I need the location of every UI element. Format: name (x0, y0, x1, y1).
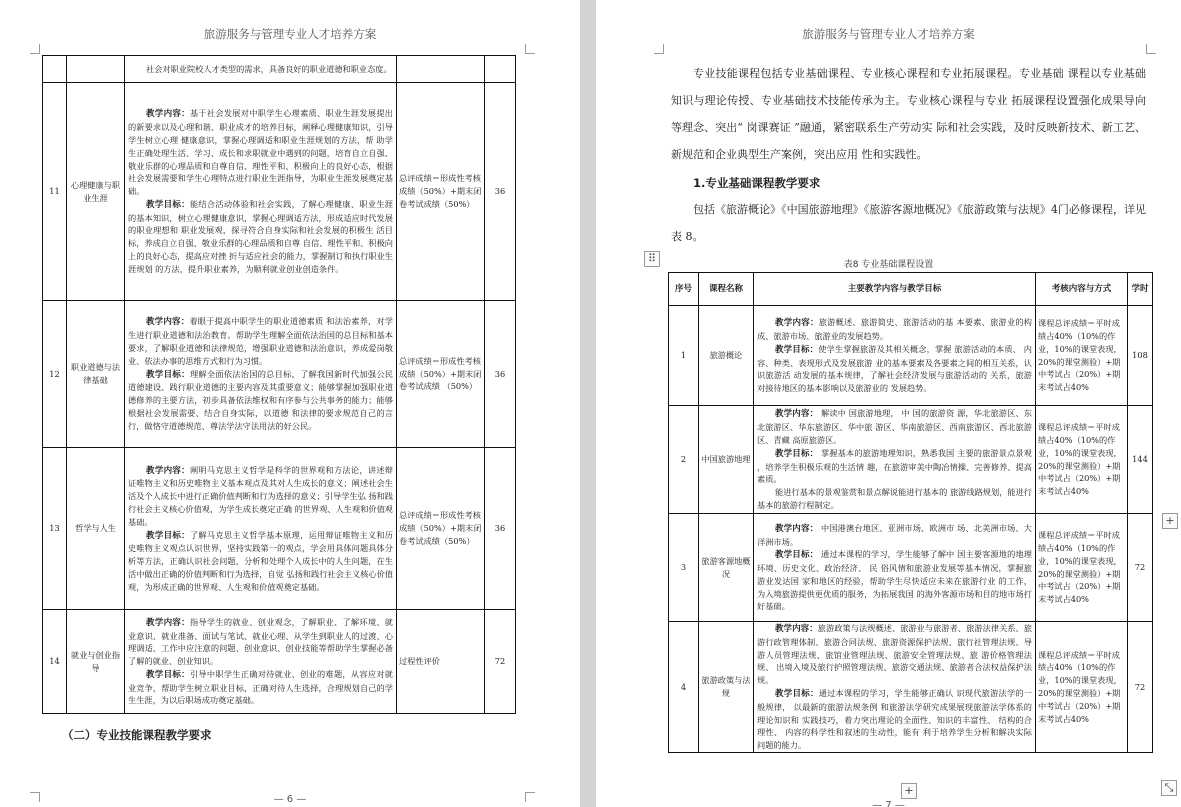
course-name: 心理健康与职业生涯 (67, 83, 125, 301)
content-text: 阐明马克思主义哲学是科学的世界观和方法论，讲述辩证唯物主义和历史唯物主义基本观点及其对人生成长的意义；阐述社会生活及个人成长中进行正确价值判断和行为选择的意义；引导学生弘 扬和践行社会主义核心价值观，为学生成长奠定正确 的世界观、人生观和价值观基础。 (128, 464, 393, 527)
section-heading: （二）专业技能课程教学要求 (62, 728, 212, 742)
margin-mark (30, 44, 40, 54)
add-row-button[interactable]: + (901, 783, 917, 799)
course-name (67, 56, 125, 83)
content-paragraph (128, 464, 393, 529)
content-text: 通过本课程的学习，学生能够了解中 国主要客源地的地理环境、历史文化、政治经济、 民 俗风情和旅游业发展等基本情况，掌握旅游业发达国 家和地区的经验，帮助学生尽快适应未来在旅游行业 的工作，为入境旅游提供更优质的服务，为拓展我国 的海外客源市场和目的地市场打好基础。 (757, 549, 1032, 612)
content-paragraph (128, 368, 393, 433)
subsection-heading: 1.专业基础课程教学要求 (693, 176, 821, 190)
content-label: 教学内容： (775, 523, 819, 534)
course-name: 哲学与人生 (67, 448, 125, 610)
assessment: 课程总评成绩＝平时成绩占40%（10%的作业，10%的课堂表现，20%的课堂测验）+期中考试占（20%）+期末考试占40% (1036, 406, 1128, 514)
intro-paragraph: 专业技能课程包括专业基础课程、专业核心课程和专业拓展课程。专业基础 课程以专业基础知识与理论传授、专业基础技术技能传承为主。专业核心课程与专业 拓展课程设置强化成果导向等理念、突出“ 岗课赛证 ”融通，紧密联系生产劳动实 际和社会实践，及时反映新技术、新工艺、新规范和企业典型生产案例，突出应用 性和实践性。 (671, 67, 1146, 161)
assessment: 总评成绩＝形成性考核成绩（50%）+期末闭卷考试成绩 （50%） (397, 301, 485, 448)
assessment: 过程性评价 (397, 610, 485, 714)
content-paragraph (757, 447, 1032, 486)
hours: 36 (485, 301, 516, 448)
add-column-button[interactable]: + (1162, 513, 1178, 529)
page-number: — 6 — (273, 794, 307, 805)
table-resize-handle[interactable]: ⤡ (1161, 780, 1177, 796)
content-paragraph (128, 107, 393, 198)
content-paragraph: 能进行基本的景观鉴赏和景点解说能进行基本的 旅游线路规划，能进行基本的旅游行程制定。 (757, 487, 1032, 510)
hours: 108 (1128, 306, 1153, 406)
table-header-row (669, 273, 1153, 306)
content-paragraph (128, 529, 393, 594)
page-gap (580, 0, 596, 807)
content-cell (754, 514, 1036, 622)
course-name: 职业道德与法律基础 (67, 301, 125, 448)
content-text: 旅游政策与法规概述、旅游业与旅游者、旅游法律关系、旅游行政管理体制、旅游合同法规、旅游资源保护法规、旅行社管理法规、导游人员管理法规、旅馆业管理法规、旅游安全管理法规、旅 游价格管理法规、 出境入境及旅行护照管理法规、旅游交通法规、旅游者合法权益保护法规。 (757, 623, 1032, 686)
content-paragraph: 社会对职业院校人才类型的需求，具备良好的职业道德和职业态度。 (146, 63, 392, 74)
content-text: 使学生掌握旅游及其相关概念，掌握 旅游活动的本质、 内容、种类、表现形式及发展旅游 业的基本要素及各要素之间的相互关系，认识旅游活 动发展的基本规律，了解社会经济发展与旅游活动的 关系，旅游对接待地区的基本影响以及旅游业的 发展趋势。 (757, 343, 1032, 394)
table-move-handle[interactable]: ⠿ (644, 251, 660, 267)
content-cell (754, 306, 1036, 406)
row-number: 11 (43, 83, 67, 301)
content-label: 教学目标： (775, 688, 819, 699)
table-row (43, 448, 516, 610)
content-label: 教学目标： (775, 448, 819, 459)
content-text: 解读中 国旅游地理， 中 国的旅游资 源，华北旅游区、东北旅游区、华东旅游区、华中旅 游区、华南旅游区、西南旅游区、西北旅游区、青藏 高原旅游区。 (757, 408, 1032, 445)
content-text: 掌握基本的旅游地理知识，熟悉我国 主要的旅游景点景观 ，培养学生积极乐观的生活情 趣，在旅游审美中陶冶情操、完善修养、提高素质。 (757, 447, 1032, 485)
hours: 36 (485, 83, 516, 301)
content-paragraph (757, 522, 1032, 549)
content-cell (125, 56, 397, 83)
row-number (43, 56, 67, 83)
content-text: 引导中职学生正确对待就业、创业的难题，从容应对就业竞争，帮助学生树立职业目标，正确对待人生选择，合理规划自己的学生生涯，为以后职场成功奠定基础。 (128, 668, 393, 706)
page-6 (0, 0, 580, 807)
content-paragraph (128, 616, 393, 668)
content-label: 教学内容： (775, 624, 818, 634)
margin-mark (1146, 44, 1156, 54)
hours: 36 (485, 448, 516, 610)
hours: 72 (485, 610, 516, 714)
table-row (43, 83, 516, 301)
assessment: 课程总评成绩＝平时成绩占40%（10%的作业，10%的课堂表现，20%的课堂测验）+期中考试占（20%）+期末考试占40% (1036, 622, 1128, 753)
content-label: 教学内容： (146, 109, 190, 120)
content-paragraph (128, 668, 393, 707)
row-number: 3 (669, 514, 699, 622)
course-name: 就业与创业指导 (67, 610, 125, 714)
content-label: 教学内容： (146, 465, 190, 476)
content-paragraph (757, 316, 1032, 343)
content-text: 指导学生的就业、创业观念，了解职业、了解环境、就业意识、就业准备、面试与笔试、就业心理、从学生到职业人的过渡、心理调适、工作中应注意的问题、创业意识、创业技能等帮助学生掌握必备了解的就业、创业知识。 (128, 616, 393, 667)
hours: 72 (1128, 622, 1153, 753)
row-number: 4 (669, 622, 699, 753)
course-table-continued (42, 55, 516, 714)
row-number: 14 (43, 610, 67, 714)
table-row (669, 406, 1153, 514)
column-header: 主要教学内容与教学目标 (754, 273, 1036, 306)
content-text: 基于社会发展对中职学生心理素质、职业生涯发展提出的新要求以及心理和谐、职业成才的培养目标，阐释心理健康知识，引导学生树立心理 健康意识，掌握心理调适和职业生涯规划的方法，帮 助学生正确处理生活、学习、成长和求职就业中遇到的问题，培育自立自强、敬业乐群的心理品质和自尊自信、理性平和、积极向上的良好心态，根据社会发展需要和学生心理特点进行职业生涯指导，为职业生涯发展奠定基础。 (128, 108, 393, 197)
content-cell (125, 448, 397, 610)
content-text: 了解马克思主义哲学基本原理，运用辩证唯物主义和历史唯物主义观点认识世界，坚持实践第一的观点，学会用具体问题具体分析等方法，正确认识社会问题，分析和处理个人成长中的人生问题，在生活中做出正确的价值判断和行为选择，自觉 弘扬和践行社会主义核心价值观，为形成正确的世界观、人生观和价值观奠定基础。 (128, 529, 393, 592)
running-header: 旅游服务与管理专业人才培养方案 (203, 27, 377, 41)
content-cell (754, 406, 1036, 514)
table-row (669, 306, 1153, 406)
row-number: 13 (43, 448, 67, 610)
assessment: 总评成绩＝形成性考核成绩（50%）+期末闭卷考试成绩（50%） (397, 83, 485, 301)
content-text: 通过本课程的学习，学生能够正确认 识现代旅游法学的一般规律， 以最新的旅游法规条例 和旅游法学研究成果展现旅游法学体系的理论知识和 实践技巧，着力突出理论的全面性、知识的丰富性、 结构的合理性、 内容的科学性和叙述的生动性，能有 利于培养学生分析和解决实际问题的能力。 (757, 687, 1032, 751)
hours (485, 56, 516, 83)
content-text: 理解全面依法治国的总目标，了解我国新时代加强公民道德建设、践行职业道德的主要内容及其重要意义；能够掌握加强职业道德修养的主要方法，初步具备依法维权和有序参与公共事务的能力；能够根据社会发展需要、结合自身实际，以道德 和法律的要求规范自己的言行，做恪守道德规范、尊法学法守法用法的好公民。 (128, 368, 393, 431)
running-header: 旅游服务与管理专业人才培养方案 (802, 27, 975, 41)
content-paragraph (757, 622, 1032, 687)
content-label: 教学内容： (146, 317, 190, 328)
content-label: 教学目标： (146, 669, 190, 680)
table-row (669, 514, 1153, 622)
course-name: 旅游政策与法规 (699, 622, 754, 753)
table-caption: 表8 专业基础课程设置 (843, 260, 934, 270)
assessment: 课程总评成绩＝平时成绩占40%（10%的作业，10%的课堂表现，20%的课堂测验）+期中考试占（20%）+期末考试占40% (1036, 514, 1128, 622)
content-text: 旅游概述、旅游简史、旅游活动的基 本要素、旅游业的构成、旅游市场、旅游业的发展趋势。 (757, 317, 1032, 341)
course-name: 中国旅游地理 (699, 406, 754, 514)
content-label: 教学内容： (775, 318, 819, 329)
course-name: 旅游客源地概况 (699, 514, 754, 622)
row-number: 12 (43, 301, 67, 448)
content-cell (125, 83, 397, 301)
table-row (43, 301, 516, 448)
assessment (397, 56, 485, 83)
content-text: 能结合活动体验和社会实践，了解心理健康、职业生涯的基本知识，树立心理健康意识，掌握心理调适方法，形成适应时代发展的职业理想和 职业发展观，探寻符合自身实际和社会发展的积极生 活目标，养成自立自强、敬业乐群的心理品质和自尊 自信、理性平和、积极向上的良好心态，提高应对挫 折与适应社会的能力，掌握制订和执行职业生涯规划 的方法，提升职业素养，为顺利就业创业创造条件。 (128, 198, 393, 274)
content-paragraph (757, 343, 1032, 395)
column-header: 考核内容与方式 (1036, 273, 1128, 306)
table-row (669, 622, 1153, 753)
content-text: 中国港澳台地区、亚洲市场、欧洲市 场、北美洲市场、大洋洲市场。 (757, 522, 1032, 547)
content-label: 教学目标： (146, 530, 190, 541)
column-header: 课程名称 (699, 273, 754, 306)
content-cell (754, 622, 1036, 753)
content-paragraph (128, 315, 393, 367)
content-label: 教学目标： (775, 550, 819, 561)
content-text: 着眼于提高中职学生的职业道德素质 和法治素养，对学生进行职业道德和法治教育。帮助学生理解全面依法治国的总目标和基本要求，了解职业道德和法律规范，增强职业道德和法治意识，养成爱岗敬业、依法办事的思维方式和行为习惯。 (128, 316, 393, 366)
basic-course-table (668, 272, 1153, 753)
hours: 144 (1128, 406, 1153, 514)
content-label: 教学内容： (146, 617, 190, 628)
content-cell (125, 610, 397, 714)
column-header: 学时 (1128, 273, 1153, 306)
margin-mark (654, 44, 664, 54)
content-paragraph (757, 548, 1032, 613)
course-name: 旅游概论 (699, 306, 754, 406)
page-number: — 7 — (872, 800, 905, 807)
content-label: 教学内容： (775, 409, 819, 420)
row-number: 2 (669, 406, 699, 514)
column-header: 序号 (669, 273, 699, 306)
content-paragraph (757, 407, 1032, 446)
row-number: 1 (669, 306, 699, 406)
assessment: 总评成绩＝形成性考核成绩（50%）+期末闭卷考试成绩（50%） (397, 448, 485, 610)
content-label: 教学目标： (775, 344, 819, 355)
hours: 72 (1128, 514, 1153, 622)
assessment: 课程总评成绩＝平时成绩占40%（10%的作业，10%的课堂表现，20%的课堂测验）+期中考试占（20%）+期末考试占40% (1036, 306, 1128, 406)
content-label: 教学目标： (146, 199, 190, 210)
table-row (43, 610, 516, 714)
page-7 (596, 0, 1181, 807)
content-label: 教学目标： (146, 369, 190, 380)
course-list-paragraph: 包括《旅游概论》《中国旅游地理》《旅游客源地概况》《旅游政策与法规》4门必修课程，详见表 8。 (671, 203, 1146, 243)
content-paragraph (128, 198, 393, 276)
content-paragraph (757, 687, 1032, 752)
margin-mark (525, 44, 535, 54)
table-row (43, 56, 516, 83)
content-cell (125, 301, 397, 448)
